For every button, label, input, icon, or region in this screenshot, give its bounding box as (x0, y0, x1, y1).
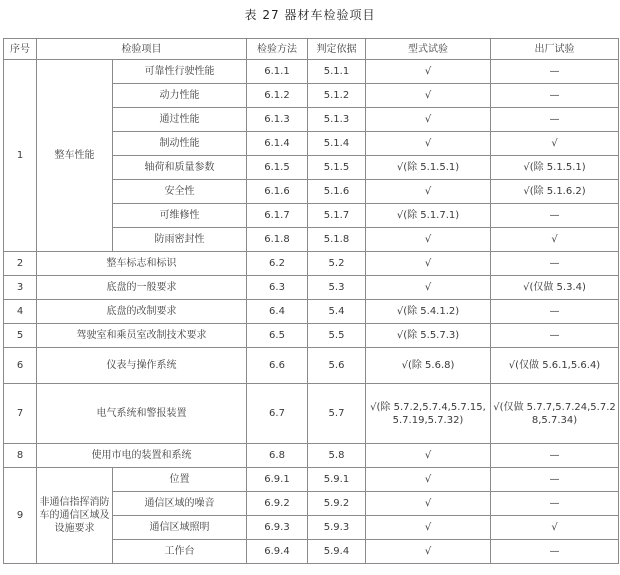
table-row (4, 444, 619, 468)
row-type: √(除 5.1.5.1) (366, 156, 491, 180)
row-factory: √(仅做 5.6.1,5.6.4) (491, 348, 619, 384)
row-factory: √ (491, 516, 619, 540)
inspection-table (3, 38, 619, 564)
row-method: 6.9.3 (247, 516, 308, 540)
row-factory: — (491, 444, 619, 468)
group1-name: 整车性能 (37, 60, 113, 252)
row-item: 电气系统和警报装置 (37, 384, 247, 444)
row-basis: 5.1.6 (308, 180, 366, 204)
row-item: 位置 (113, 468, 247, 492)
row-factory: √(仅做 5.3.4) (491, 276, 619, 300)
row-basis: 5.3 (308, 276, 366, 300)
row-factory: √(仅做 5.7.7,5.7.24,5.7.28,5.7.34) (491, 384, 619, 444)
row-factory: — (491, 108, 619, 132)
row-seq: 4 (4, 300, 37, 324)
row-factory: — (491, 204, 619, 228)
row-item: 可靠性行驶性能 (113, 60, 247, 84)
table-row (4, 60, 619, 84)
row-basis: 5.1.7 (308, 204, 366, 228)
row-basis: 5.1.8 (308, 228, 366, 252)
row-type: √ (366, 252, 491, 276)
row-factory: — (491, 540, 619, 564)
header-item: 检验项目 (37, 39, 247, 60)
row-basis: 5.6 (308, 348, 366, 384)
row-basis: 5.1.1 (308, 60, 366, 84)
row-item: 制动性能 (113, 132, 247, 156)
row-item: 仪表与操作系统 (37, 348, 247, 384)
row-basis: 5.5 (308, 324, 366, 348)
table-row (4, 252, 619, 276)
row-basis: 5.9.1 (308, 468, 366, 492)
row-basis: 5.8 (308, 444, 366, 468)
table-row (4, 348, 619, 384)
row-basis: 5.1.2 (308, 84, 366, 108)
row-type: √(除 5.1.7.1) (366, 204, 491, 228)
row-factory: √ (491, 228, 619, 252)
row-method: 6.1.3 (247, 108, 308, 132)
row-item: 可维修性 (113, 204, 247, 228)
row-item: 防雨密封性 (113, 228, 247, 252)
header-seq: 序号 (4, 39, 37, 60)
row-factory: — (491, 468, 619, 492)
row-factory: — (491, 300, 619, 324)
row-type: √ (366, 468, 491, 492)
row-type: √(除 5.5.7.3) (366, 324, 491, 348)
header-type-test: 型式试验 (366, 39, 491, 60)
group9-seq: 9 (4, 468, 37, 564)
row-type: √(除 5.7.2,5.7.4,5.7.15,5.7.19,5.7.32) (366, 384, 491, 444)
row-method: 6.9.4 (247, 540, 308, 564)
row-method: 6.4 (247, 300, 308, 324)
row-type: √ (366, 108, 491, 132)
row-item: 使用市电的装置和系统 (37, 444, 247, 468)
header-basis: 判定依据 (308, 39, 366, 60)
row-item: 通信区域的噪音 (113, 492, 247, 516)
row-item: 动力性能 (113, 84, 247, 108)
row-factory: — (491, 492, 619, 516)
row-factory: — (491, 60, 619, 84)
header-factory-test: 出厂试验 (491, 39, 619, 60)
row-factory: √(除 5.1.6.2) (491, 180, 619, 204)
row-method: 6.9.2 (247, 492, 308, 516)
row-seq: 5 (4, 324, 37, 348)
row-basis: 5.1.3 (308, 108, 366, 132)
row-item: 安全性 (113, 180, 247, 204)
row-basis: 5.7 (308, 384, 366, 444)
header-method: 检验方法 (247, 39, 308, 60)
row-factory: √ (491, 132, 619, 156)
row-item: 底盘的改制要求 (37, 300, 247, 324)
row-factory: — (491, 324, 619, 348)
row-method: 6.1.2 (247, 84, 308, 108)
row-item: 整车标志和标识 (37, 252, 247, 276)
row-item: 轴荷和质量参数 (113, 156, 247, 180)
row-item: 工作台 (113, 540, 247, 564)
group9-name: 非通信指挥消防车的通信区域及设施要求 (37, 468, 113, 564)
row-method: 6.1.8 (247, 228, 308, 252)
row-method: 6.2 (247, 252, 308, 276)
table-row (4, 276, 619, 300)
table-row (4, 324, 619, 348)
row-basis: 5.9.4 (308, 540, 366, 564)
row-factory: √(除 5.1.5.1) (491, 156, 619, 180)
row-method: 6.8 (247, 444, 308, 468)
table-row (4, 300, 619, 324)
row-basis: 5.2 (308, 252, 366, 276)
row-method: 6.1.4 (247, 132, 308, 156)
row-type: √ (366, 276, 491, 300)
row-type: √(除 5.6.8) (366, 348, 491, 384)
row-basis: 5.4 (308, 300, 366, 324)
row-seq: 7 (4, 384, 37, 444)
row-basis: 5.9.2 (308, 492, 366, 516)
row-type: √ (366, 180, 491, 204)
row-type: √ (366, 444, 491, 468)
header-row (4, 39, 619, 60)
table-row (4, 384, 619, 444)
row-seq: 3 (4, 276, 37, 300)
row-method: 6.1.5 (247, 156, 308, 180)
row-type: √(除 5.4.1.2) (366, 300, 491, 324)
row-type: √ (366, 132, 491, 156)
row-type: √ (366, 540, 491, 564)
table-title: 表 27 器材车检验项目 (244, 8, 376, 22)
row-seq: 6 (4, 348, 37, 384)
row-method: 6.1.6 (247, 180, 308, 204)
row-factory: — (491, 84, 619, 108)
row-type: √ (366, 228, 491, 252)
row-method: 6.7 (247, 384, 308, 444)
row-item: 通过性能 (113, 108, 247, 132)
row-method: 6.5 (247, 324, 308, 348)
row-type: √ (366, 84, 491, 108)
row-basis: 5.9.3 (308, 516, 366, 540)
row-basis: 5.1.4 (308, 132, 366, 156)
row-item: 驾驶室和乘员室改制技术要求 (37, 324, 247, 348)
row-seq: 8 (4, 444, 37, 468)
row-type: √ (366, 516, 491, 540)
row-method: 6.1.1 (247, 60, 308, 84)
row-method: 6.9.1 (247, 468, 308, 492)
row-type: √ (366, 60, 491, 84)
row-seq: 2 (4, 252, 37, 276)
row-item: 通信区域照明 (113, 516, 247, 540)
row-item: 底盘的一般要求 (37, 276, 247, 300)
row-method: 6.3 (247, 276, 308, 300)
group1-seq: 1 (4, 60, 37, 252)
table-row (4, 468, 619, 492)
row-basis: 5.1.5 (308, 156, 366, 180)
row-factory: — (491, 252, 619, 276)
row-method: 6.1.7 (247, 204, 308, 228)
row-type: √ (366, 492, 491, 516)
row-method: 6.6 (247, 348, 308, 384)
